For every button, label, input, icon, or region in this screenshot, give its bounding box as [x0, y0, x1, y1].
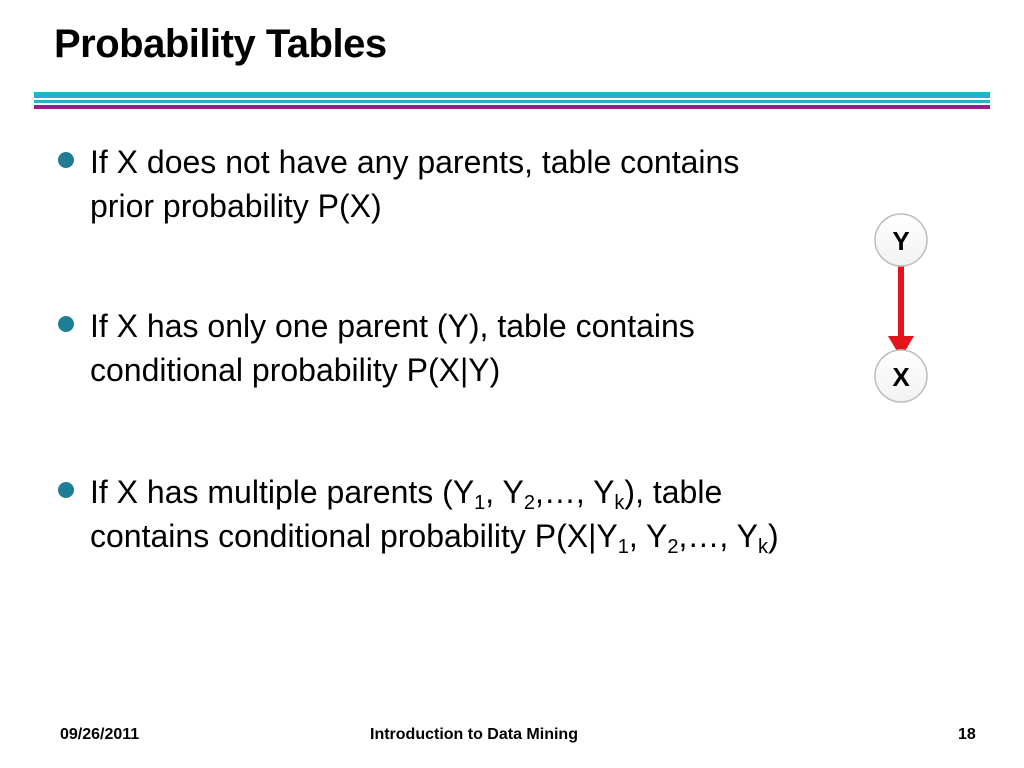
subscript: 2 — [523, 492, 535, 514]
title-rule-teal-thin — [34, 100, 990, 103]
bullet-text — [90, 304, 938, 392]
text-run: , Y — [485, 474, 524, 510]
title-rule-magenta — [34, 105, 990, 109]
bullet-item — [58, 140, 938, 228]
bullet-item — [58, 304, 938, 392]
footer-page-number: 18 — [958, 726, 976, 743]
bayes-net-diagram — [868, 212, 934, 408]
bullet-line — [90, 518, 779, 558]
text-run: If X has multiple parents (Y — [90, 474, 475, 510]
node-x — [875, 350, 927, 402]
bullet-line: If X has only one parent (Y), table contains — [90, 308, 695, 344]
node-x-label: X — [892, 362, 910, 392]
subscript: 2 — [667, 536, 679, 558]
text-run: , Y — [628, 518, 668, 554]
subscript: k — [614, 492, 625, 514]
title-rule-teal — [34, 92, 990, 98]
node-y-label: Y — [892, 226, 910, 256]
bullet-line: If X does not have any parents, table contains — [90, 144, 740, 180]
bullet-dot-icon — [58, 482, 74, 498]
bullet-text — [90, 470, 938, 558]
slide-title: Probability Tables — [54, 22, 387, 66]
text-run: ), table — [624, 474, 723, 510]
subscript: 1 — [617, 536, 629, 558]
bullet-text — [90, 140, 938, 228]
subscript: k — [757, 536, 768, 558]
node-y — [875, 214, 927, 266]
bullet-item — [58, 470, 938, 558]
bullet-dot-icon — [58, 316, 74, 332]
subscript: 1 — [474, 492, 486, 514]
text-run: ,…, Y — [534, 474, 615, 510]
bullet-line: conditional probability P(X|Y) — [90, 352, 501, 388]
text-run: contains conditional probability P(X|Y — [90, 518, 618, 554]
footer-course-title: Introduction to Data Mining — [370, 726, 578, 743]
bullet-line: prior probability P(X) — [90, 188, 382, 224]
footer-date: 09/26/2011 — [60, 726, 140, 743]
bullet-line — [90, 474, 723, 514]
text-run: ,…, Y — [678, 518, 758, 554]
bullet-dot-icon — [58, 152, 74, 168]
text-run: ) — [767, 518, 779, 554]
